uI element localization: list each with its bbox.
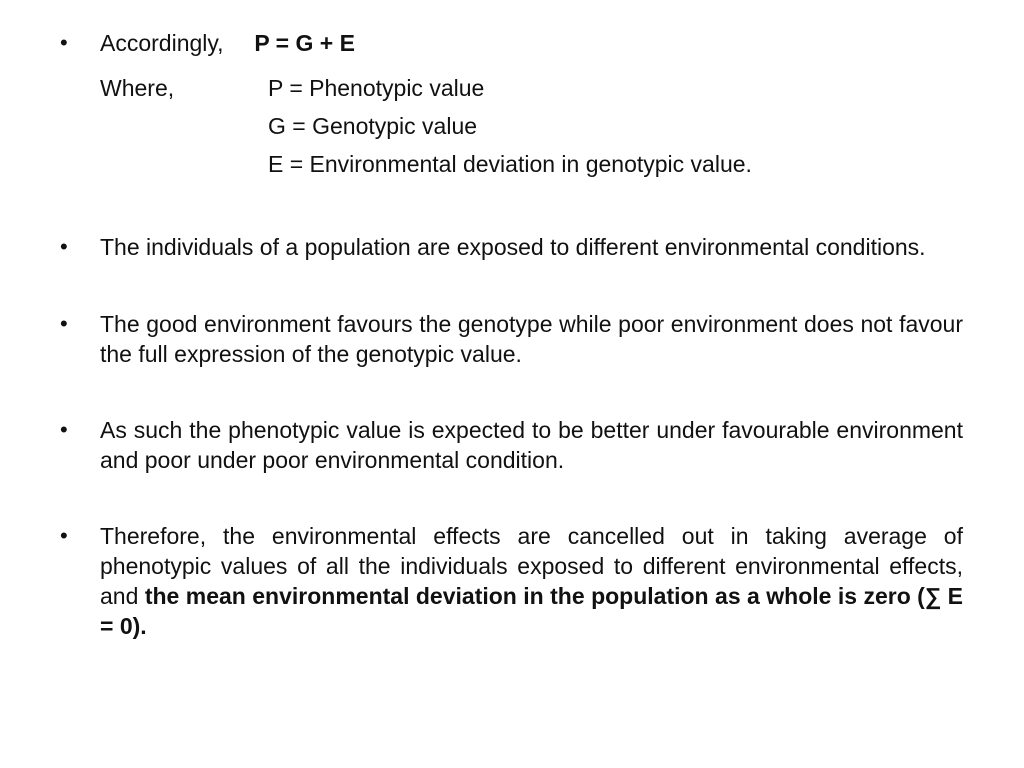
point-4-text — [100, 521, 963, 641]
point-4-plain: Therefore, the environmental effects are cancelled out in taking average of phenotypic values of all the individuals exposed to different environmental effects, and — [100, 523, 963, 609]
point-2-text: The good environment favours the genotype while poor environment does not favour the full expression of the genotypic value. — [100, 311, 963, 367]
point-1-text: The individuals of a population are exposed to different environmental conditions. — [100, 234, 926, 260]
bullet-icon: • — [60, 311, 68, 336]
point-1 — [60, 232, 963, 262]
formula-intro: Accordingly, — [100, 30, 224, 56]
bullet-icon: • — [60, 234, 68, 259]
formula-bullet — [60, 28, 963, 58]
bullet-icon: • — [60, 523, 68, 548]
definition-e: E = Environmental deviation in genotypic value. — [268, 151, 752, 177]
definition-g: G = Genotypic value — [268, 113, 478, 139]
point-4-bold: the mean environmental deviation in the population as a whole is zero (∑ E = 0). — [100, 583, 964, 639]
point-2 — [60, 309, 963, 369]
definition-p: P = Phenotypic value — [268, 75, 485, 101]
formula-equation: P = G + E — [254, 30, 355, 56]
point-4 — [60, 521, 963, 641]
point-3-text: As such the phenotypic value is expected to be better under favourable environment and poor under poor environmental condition. — [100, 417, 963, 473]
point-3 — [60, 415, 963, 475]
where-label: Where, — [100, 75, 175, 101]
bullet-icon: • — [60, 30, 68, 55]
bullet-icon: • — [60, 417, 68, 442]
